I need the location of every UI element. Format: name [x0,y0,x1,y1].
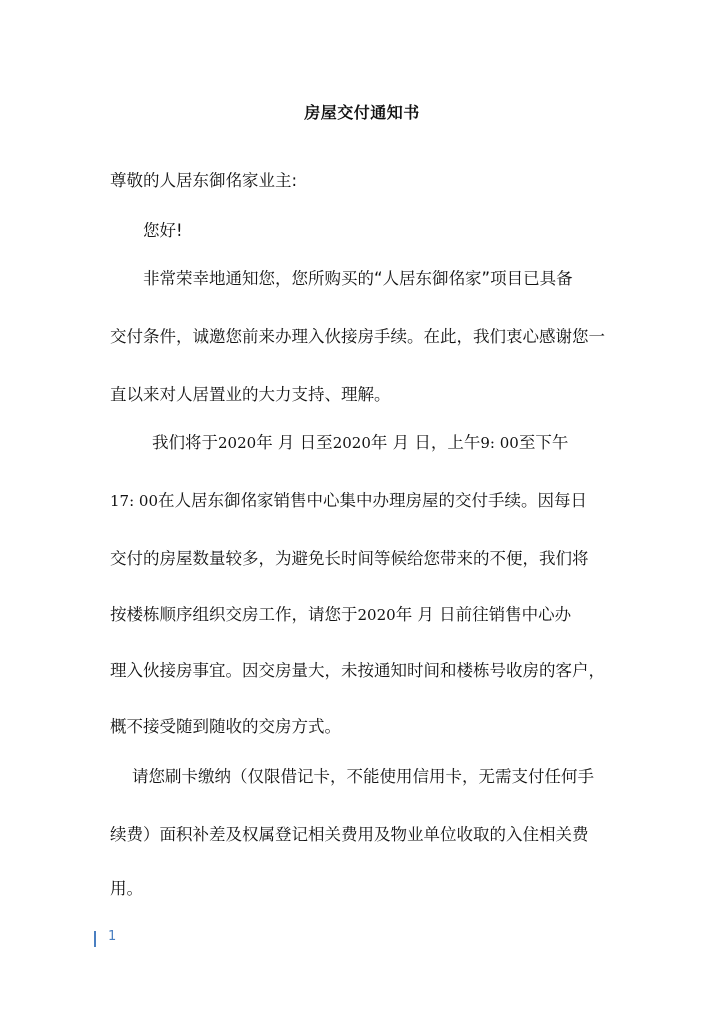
time-value: 17: 00 [110,492,158,510]
text-segment: 按楼栋顺序组织交房工作，请您于 [110,605,358,624]
paragraph-2-line-1 [152,432,568,454]
greeting: 尊敬的人居东御佲家业主: [110,171,298,190]
year-value: 2020 [218,434,257,452]
page-number: 1 [108,929,117,944]
paragraph-3-line-2: 续费）面积补差及权属登记相关费用及物业单位收取的入住相关费 [110,825,589,844]
document-title: 房屋交付通知书 [304,103,420,122]
year-value: 2020 [357,606,396,624]
paragraph-3-line-3: 用。 [110,879,143,898]
paragraph-3-line-1: 请您刷卡缴纳（仅限借记卡，不能使用信用卡，无需支付任何手 [132,767,594,786]
year-value: 2020 [332,434,371,452]
text-segment: 年 月 日至 [256,433,333,452]
paragraph-2-line-3: 交付的房屋数量较多，为避免长时间等候给您带来的不便，我们将 [110,549,589,568]
paragraph-2-line-2 [110,490,587,512]
paragraph-1-line-3: 直以来对人居置业的大力支持、理解。 [110,385,391,404]
paragraph-1-line-1: 非常荣幸地通知您，您所购买的“人居东御佲家”项目已具备 [143,269,573,288]
text-segment: 我们将于 [152,433,218,452]
paragraph-1-line-2: 交付条件，诚邀您前来办理入伙接房手续。在此，我们衷心感谢您一 [110,327,605,346]
text-segment: 在人居东御佲家销售中心集中办理房屋的交付手续。因每日 [158,491,587,510]
text-segment: 年 月 日，上午 [370,433,481,452]
text-segment: 至下午 [518,433,569,452]
time-value: 9: 00 [480,434,519,452]
salutation: 您好! [143,221,183,240]
paragraph-2-line-5: 理入伙接房事宜。因交房量大，未按通知时间和楼栋号收房的客户， [110,661,605,680]
text-segment: 年 月 日前往销售中心办 [395,605,572,624]
paragraph-2-line-4 [110,604,571,626]
footer-accent-bar [94,931,96,947]
paragraph-2-line-6: 概不接受随到随收的交房方式。 [110,717,341,736]
